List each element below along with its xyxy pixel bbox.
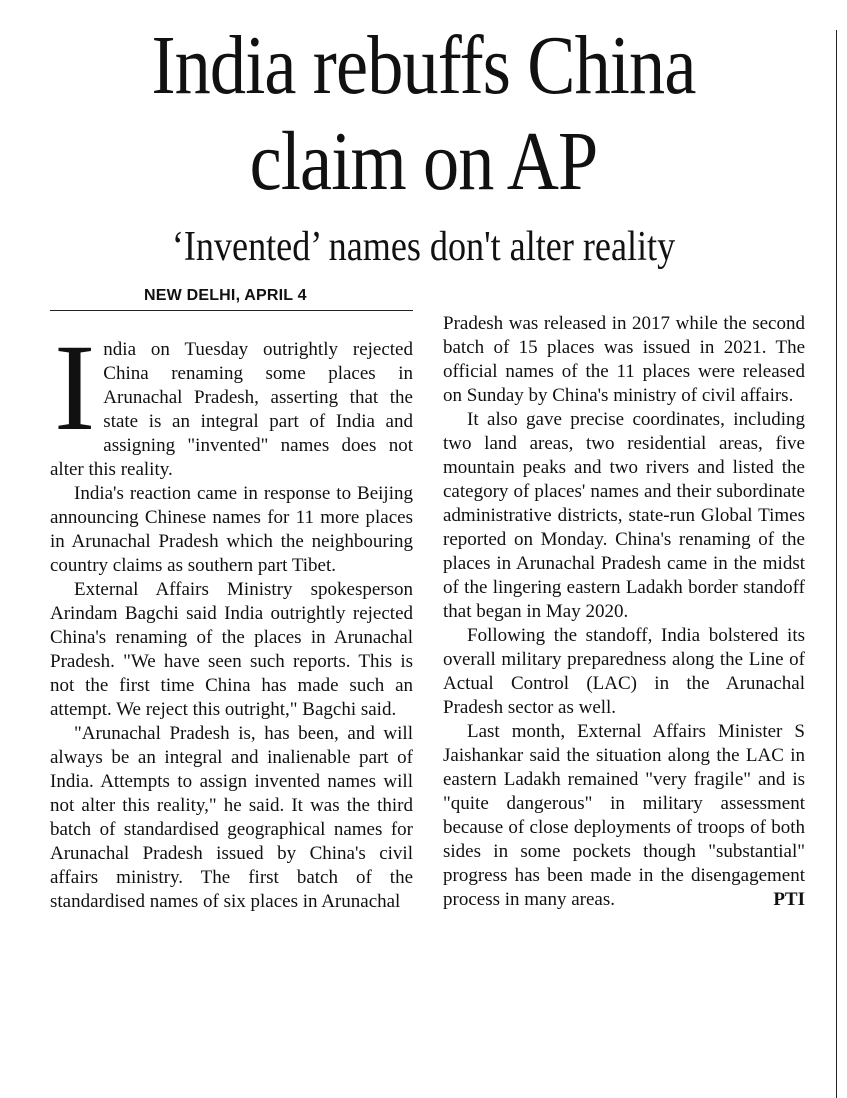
headline-line-1: India rebuffs China (151, 19, 696, 112)
article-paragraph: It also gave precise coordinates, including two land areas, two residential areas, five mountain peaks and two rivers and listed the category of places' names and their subordinate administrative districts, state-run Global Times reported on Monday. China's renaming of the places in Arunachal Pradesh came in the midst of the lingering eastern Ladakh border standoff that began in May 2020. (443, 409, 805, 622)
article-column-right (443, 312, 805, 912)
paragraph-text: Last month, External Affairs Minister S Jaishankar said the situation along the LAC in eastern Ladakh remained "very fragile" and is "quite dangerous" in military assessment because of close deployments of troops of both sides in some pockets though "substantial" progress has been made in the disengagement process in many areas. (443, 721, 805, 910)
agency-credit: PTI (773, 889, 805, 910)
article-paragraph: Following the standoff, India bolstered its overall military preparedness along the Line of Actual Control (LAC) in the Arunachal Pradesh sector as well. (443, 625, 805, 718)
article-paragraph (50, 319, 413, 482)
dateline: NEW DELHI, APRIL 4 (144, 287, 307, 304)
drop-cap: I (54, 319, 96, 456)
article-paragraph (443, 720, 805, 912)
subheadline: ‘Invented’ names don't alter reality (171, 224, 676, 270)
article-paragraph: "Arunachal Pradesh is, has been, and will always be an integral and inalienable part of India. Attempts to assign invented names will not alter this reality," he said. It was the third batch of standardised geographical names for Arunachal Pradesh issued by China's civil affairs ministry. The first batch of the standardised names of six places in Arunachal (50, 723, 413, 912)
article-column-left (50, 319, 413, 914)
paragraph-text: ndia on Tuesday outrightly rejected China renaming some places in Arunachal Pradesh, asserting that the state is an integral part of India and assigning "invented" names does not alter this reality. (50, 339, 413, 480)
dateline-rule (50, 310, 413, 311)
article-paragraph: External Affairs Ministry spokesperson Arindam Bagchi said India outrightly rejected China's renaming of the places in Arunachal Pradesh. "We have seen such reports. This is not the first time China has made such an attempt. We reject this outright," Bagchi said. (50, 579, 413, 720)
article-paragraph: India's reaction came in response to Beijing announcing Chinese names for 11 more places in Arunachal Pradesh which the neighbouring country claims as southern part Tibet. (50, 483, 413, 576)
article-paragraph: Pradesh was released in 2017 while the second batch of 15 places was issued in 2021. The official names of the 11 places were released on Sunday by China's ministry of civil affairs. (443, 313, 805, 406)
headline (59, 18, 787, 210)
headline-line-2: claim on AP (249, 115, 598, 208)
column-divider-rule (836, 30, 837, 1098)
